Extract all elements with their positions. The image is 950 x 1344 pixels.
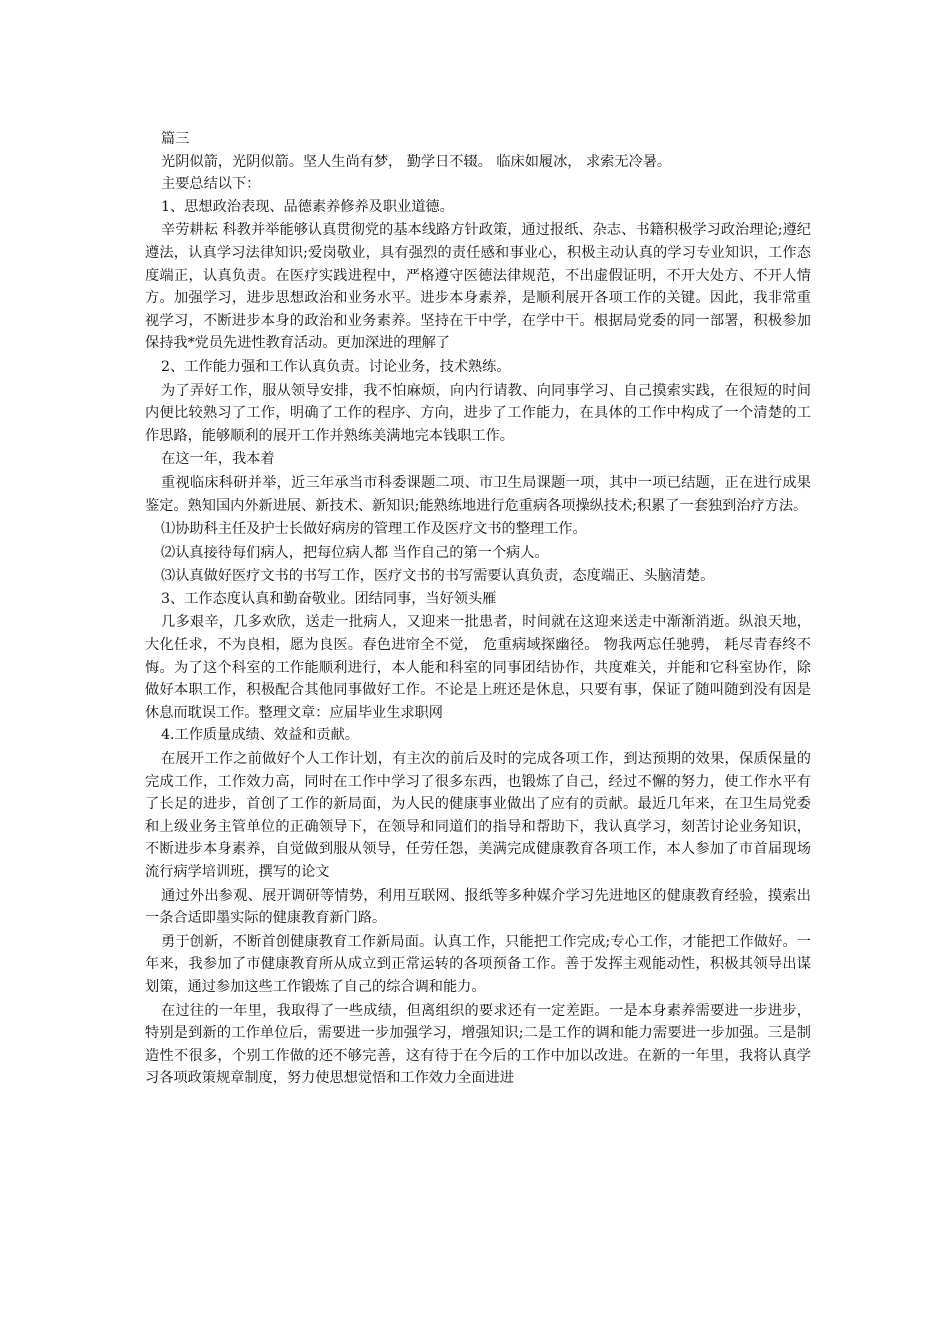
paragraph: 在展开工作之前做好个人工作计划，有主次的前后及时的完成各项工作，到达预期的效果，保质保量的完成工作，工作效力高，同时在工作中学习了很多东西，也锻炼了自己，经过不懈的努力，使工作水平有了长足的进步，首创了工作的新局面，为人民的健康事业做出了应有的贡献。最近几年来，在卫生局党委和上级业务主管单位的正确领导下，在领导和同道们的指导和帮助下，我认真学习，刻苦讨论业务知识，不断进步本身素养，自觉做到服从领导，任劳任怨，美满完成健康教育各项工作，本人参加了市首届现场流行病学培训班，撰写的论文 xyxy=(145,751,811,880)
paragraph: 几多艰辛，几多欢欣，送走一批病人，又迎来一批患者，时间就在这迎来送走中渐渐消逝。纵浪天地，大化任求，不为良相，愿为良医。春色进帘全不觉， 危重病域探幽径。 物我两忘任驰骋， 耗尽青春终不悔。为了这个科室的工作能顺利进行，本人能和科室的同事团结协作，共度难关，并能和它科室协作，除做好本职工作，积极配合其他同事做好工作。不论是上班还是休息，只要有事，保证了随叫随到没有因是休息而耽误工作。整理文章：应届毕业生求职网 xyxy=(145,614,811,721)
list-item: ⑴协助科主任及护士长做好病房的管理工作及医疗文书的整理工作。 xyxy=(161,521,587,538)
paragraph-heading: 2、工作能力强和工作认真负责。讨论业务，技术熟练。 xyxy=(161,358,511,375)
paragraph: 在这一年，我本着 xyxy=(161,451,275,468)
section-heading: 篇三 xyxy=(161,131,190,147)
document-page xyxy=(145,128,811,1090)
paragraph-heading: 1、思想政治表现、品德素养修养及职业道德。 xyxy=(161,198,454,215)
list-item: ⑵认真接待每们病人，把每位病人都 当作自己的第一个病人。 xyxy=(161,544,549,561)
paragraph: 通过外出参观、展开调研等情势，利用互联网、报纸等多种媒介学习先进地区的健康教育经验，摸索出一条合适即墨实际的健康教育新门路。 xyxy=(145,887,811,927)
paragraph: 为了弄好工作，服从领导安排，我不怕麻烦，向内行请教、向同事学习、自己摸索实践，在很短的时间内便比较熟习了工作，明确了工作的程序、方向，进步了工作能力，在具体的工作中构成了一个清楚的工作思路，能够顺利的展开工作并熟练美满地完本钱职工作。 xyxy=(145,382,811,444)
list-item: ⑶认真做好医疗文书的书写工作，医疗文书的书写需要认真负责，态度端正、头脑清楚。 xyxy=(161,568,715,585)
paragraph: 在过往的一年里，我取得了一些成绩，但离组织的要求还有一定差距。一是本身素养需要进一步进步，特别是到新的工作单位后，需要进一步加强学习，增强知识;二是工作的调和能力需要进一步加强。三是制造性不很多，个别工作做的还不够完善，这有待于在今后的工作中加以改进。在新的一年里，我将认真学习各项政策规章制度，努力使思想觉悟和工作效力全面进进 xyxy=(145,1002,811,1087)
paragraph-heading: 3、工作态度认真和勤奋敬业。团结同事，当好领头雁 xyxy=(161,590,497,607)
paragraph-heading: 4.工作质量成绩、效益和贡献。 xyxy=(161,727,359,744)
paragraph: 光阴似箭，光阴似箭。坚人生尚有梦， 勤学日不辍。 临床如履冰， 求索无冷暑。 xyxy=(161,153,672,170)
paragraph: 辛劳耕耘 科教并举能够认真贯彻党的基本线路方针政策，通过报纸、杂志、书籍积极学习政治理论;遵纪遵法，认真学习法律知识;爱岗敬业，具有强烈的责任感和事业心，积极主动认真的学习专业知识，工作态度端正，认真负责。在医疗实践进程中，严格遵守医德法律规范，不出虚假证明，不开大处方、不开人情方。加强学习，进步思想政治和业务水平。进步本身素养，是顺利展开各项工作的关键。因此，我非常重视学习，不断进步本身的政治和业务素养。坚持在干中学，在学中干。根据局党委的同一部署，积极参加保持我*党员先进性教育活动。更加深进的理解了 xyxy=(145,222,811,352)
paragraph: 重视临床科研并举，近三年承当市科委课题二项、市卫生局课题一项，其中一项已结题，正在进行成果鉴定。熟知国内外新进展、新技术、新知识;能熟练地进行危重病各项操纵技术;积累了一套独到治疗方法。 xyxy=(145,474,811,514)
paragraph: 主要总结以下： xyxy=(161,176,261,193)
paragraph: 勇于创新，不断首创健康教育工作新局面。认真工作，只能把工作完成;专心工作，才能把工作做好。一年来，我参加了市健康教育所从成立到正常运转的各项预备工作。善于发挥主观能动性，积极其领导出谋划策，通过参加这些工作锻炼了自己的综合调和能力。 xyxy=(145,933,811,995)
